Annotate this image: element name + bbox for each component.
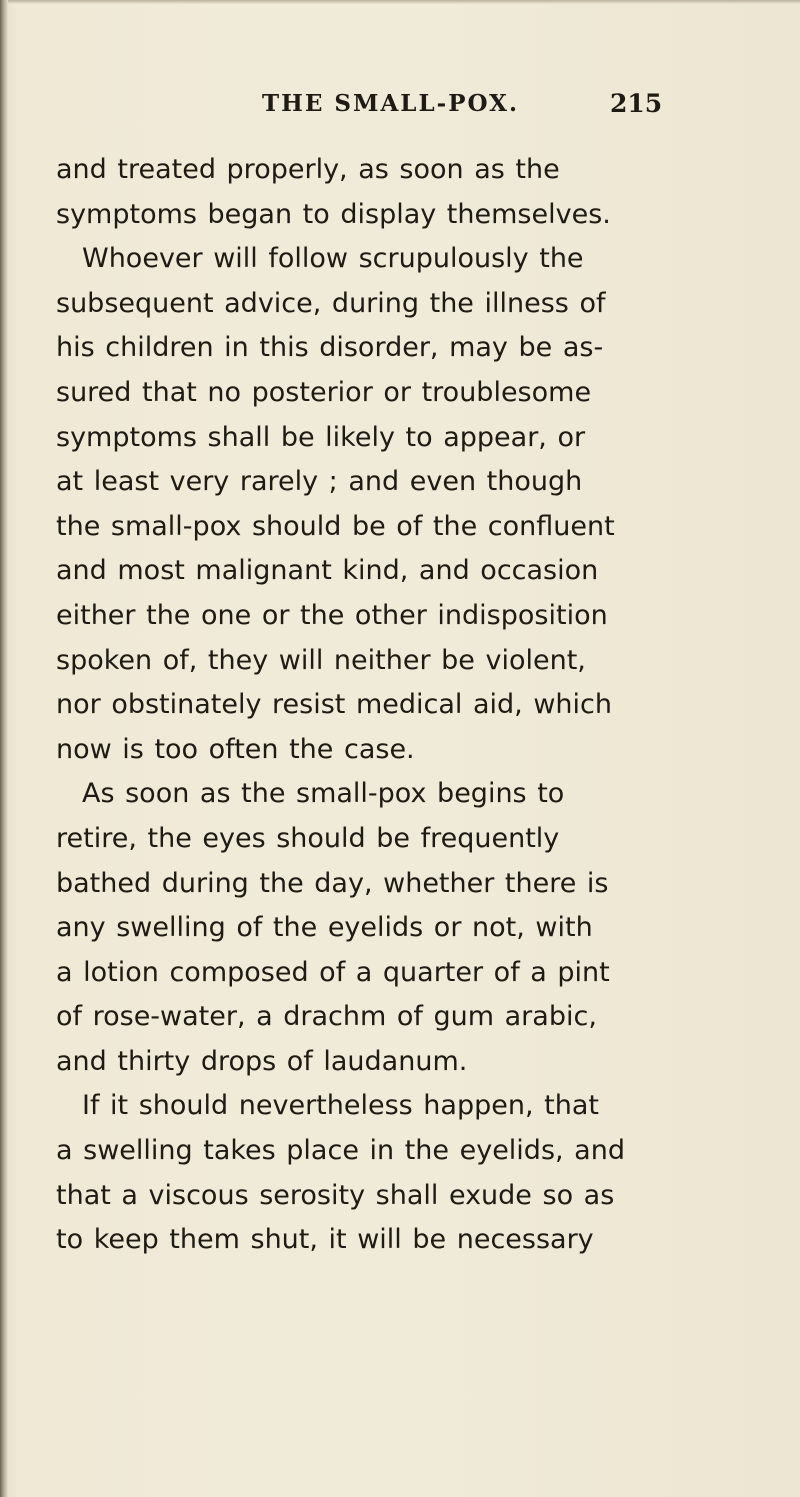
text-line: sured that no posterior or troublesome <box>56 376 592 408</box>
text-line: and treated properly, as soon as the <box>56 154 560 185</box>
text-line: and thirty drops of laudanum. <box>56 1045 468 1077</box>
text-line: symptoms shall be likely to appear, or <box>56 421 586 453</box>
text-line: nor obstinately resist medical aid, which <box>56 689 612 721</box>
text-line: a swelling takes place in the eyelids, and <box>56 1135 625 1167</box>
text-line: that a viscous serosity shall exude so as <box>56 1179 615 1211</box>
text-line: retire, the eyes should be frequently <box>56 822 560 854</box>
paragraph-start-line: If it should nevertheless happen, that <box>82 1090 599 1122</box>
text-line: spoken of, they will neither be violent, <box>56 644 586 676</box>
text-line: at least very rarely ; and even though <box>56 466 583 498</box>
text-line: subsequent advice, during the illness of <box>56 287 606 319</box>
text-line: and most malignant kind, and occasion <box>56 555 599 587</box>
text-line: now is too often the case. <box>56 733 415 765</box>
running-head <box>0 88 800 128</box>
paragraph-start-line: As soon as the small-pox begins to <box>82 778 565 810</box>
body-text <box>56 148 746 1263</box>
text-line: symptoms began to display themselves. <box>56 198 611 230</box>
text-line: his children in this disorder, may be as- <box>56 332 604 364</box>
text-line: the small-pox should be of the confluent <box>56 510 615 542</box>
running-title: THE SMALL-POX. <box>262 90 519 117</box>
text-line: of rose-water, a drachm of gum arabic, <box>56 1001 597 1033</box>
text-line: any swelling of the eyelids or not, with <box>56 912 593 944</box>
text-line: either the one or the other indisposition <box>56 599 608 631</box>
paragraph-start-line: Whoever will follow scrupulously the <box>82 243 584 275</box>
page-number: 215 <box>610 89 663 118</box>
page-top-edge <box>0 0 800 4</box>
page-binding-edge <box>0 0 8 1497</box>
text-line: bathed during the day, whether there is <box>56 867 609 899</box>
text-line: a lotion composed of a quarter of a pint <box>56 956 610 988</box>
text-line: to keep them shut, it will be necessary <box>56 1224 594 1256</box>
